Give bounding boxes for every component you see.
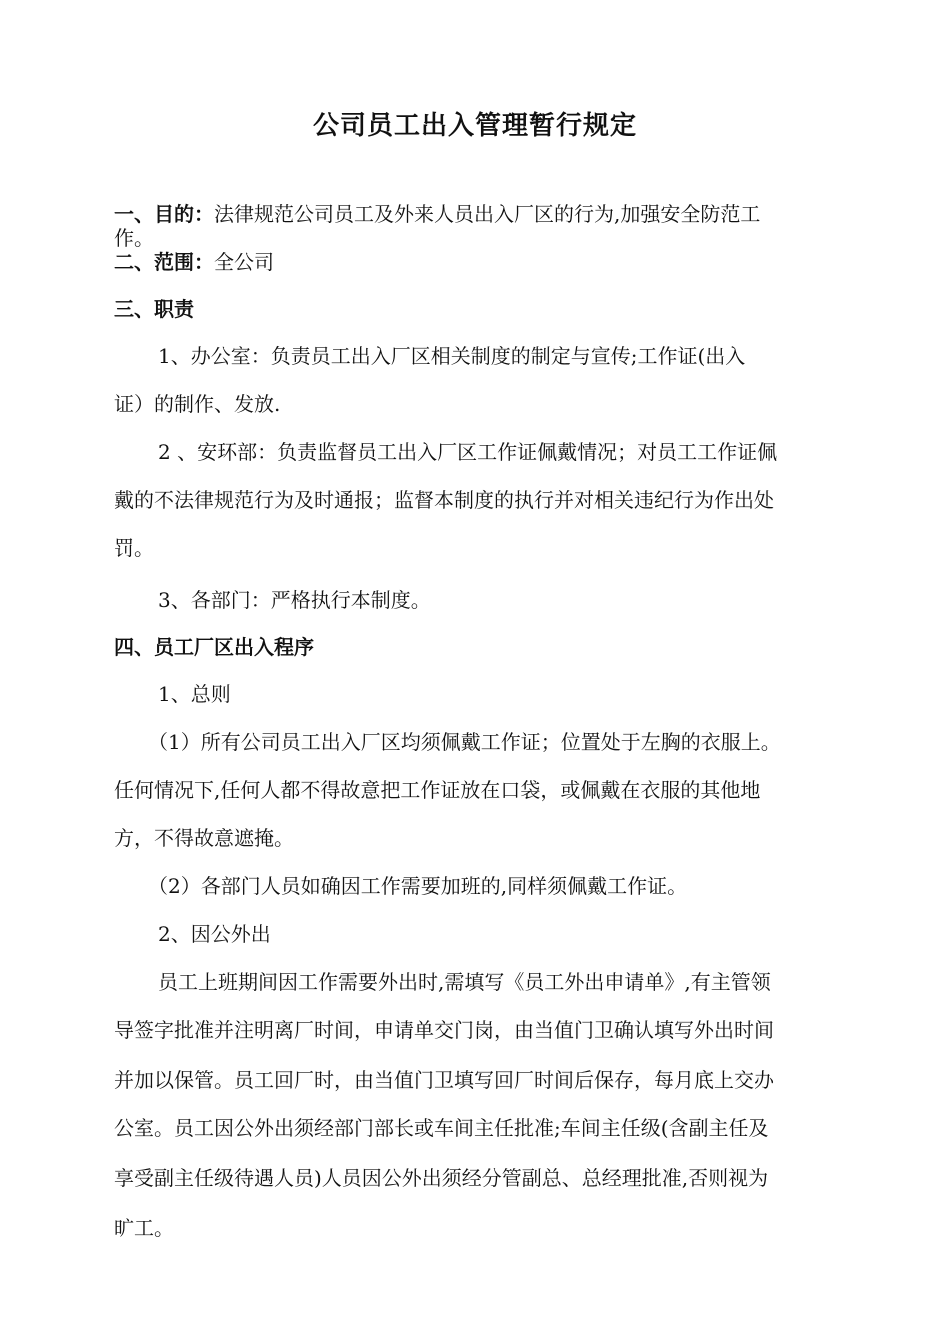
subsection-heading: 1、总则 (158, 682, 231, 706)
paragraph-text: 1、办公室：负责员工出入厂区相关制度的制定与宣传;工作证(出入 (158, 344, 746, 368)
section-heading: 一、目的： (114, 202, 214, 226)
paragraph-text: （1）所有公司员工出入厂区均须佩戴工作证；位置处于左胸的衣服上。 (148, 730, 781, 754)
paragraph-text: 3、各部门：严格执行本制度。 (158, 588, 431, 612)
paragraph-text: 罚。 (114, 536, 154, 560)
paragraph-text: 公室。员工因公外出须经部门部长或车间主任批准;车间主任级(含副主任及 (114, 1116, 769, 1140)
paragraph-text: 导签字批准并注明离厂时间，申请单交门岗，由当值门卫确认填写外出时间 (114, 1018, 774, 1042)
paragraph-text: 员工上班期间因工作需要外出时,需填写《员工外出申请单》,有主管领 (158, 970, 771, 994)
paragraph-text: 戴的不法律规范行为及时通报；监督本制度的执行并对相关违纪行为作出处 (114, 488, 774, 512)
paragraph-text: （2）各部门人员如确因工作需要加班的,同样须佩戴工作证。 (148, 874, 688, 898)
paragraph-text: 作。 (114, 226, 154, 250)
section-heading: 四、员工厂区出入程序 (114, 635, 314, 659)
paragraph-text: 旷工。 (114, 1216, 174, 1240)
paragraph-text: 证）的制作、发放. (114, 392, 281, 416)
paragraph-text: 2 、安环部：负责监督员工出入厂区工作证佩戴情况；对员工工作证佩 (158, 440, 778, 464)
paragraph-text: 任何情况下,任何人都不得故意把工作证放在口袋，或佩戴在衣服的其他地 (114, 778, 761, 802)
section-heading: 二、范围： (114, 250, 214, 274)
section-scope (114, 248, 874, 276)
paragraph-text: 享受副主任级待遇人员)人员因公外出须经分管副总、总经理批准,否则视为 (114, 1166, 769, 1190)
paragraph-text: 并加以保管。员工回厂时，由当值门卫填写回厂时间后保存，每月底上交办 (114, 1068, 774, 1092)
paragraph-text: 法律规范公司员工及外来人员出入厂区的行为,加强安全防范工 (214, 202, 761, 226)
subsection-heading: 2、因公外出 (158, 922, 271, 946)
document-title: 公司员工出入管理暂行规定 (312, 111, 637, 141)
section-heading: 三、职责 (114, 297, 194, 321)
paragraph-text: 方，不得故意遮掩。 (114, 826, 294, 850)
paragraph-text: 全公司 (214, 250, 274, 274)
